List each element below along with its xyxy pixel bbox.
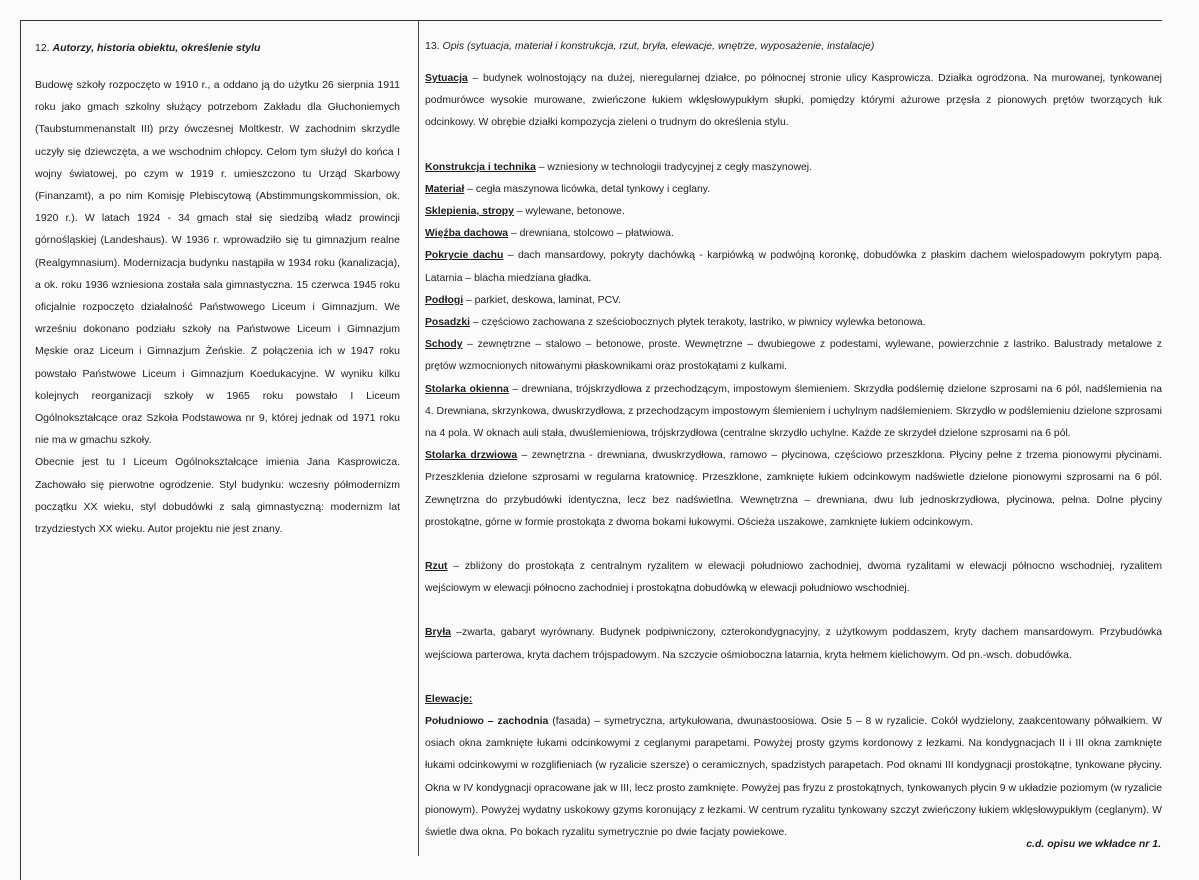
item-label: Więźba dachowa (425, 228, 509, 240)
elewacje-text: (fasada) – symetryczna, artykułowana, dwunastoosiowa. Osie 5 – 8 w ryzalicie. Cokół wydzielony, zaakcentowany półwałkiem. W osiach okna zamknięte łukami odcinkowymi z ceglanymi parapetami. Powyżej prosty gzyms kordonowy z łezkami. Na kondygnacjach II i III okna zamknięte łukami odcinkowymi w rozglifieniach (w ryzalicie szersze) o ceramicznych, spadzistych parapetach. Pod oknami III kondygnacji prostokątne, tynkowane płyciny. Okna w IV kondygnacji opracowane jak w III, lecz prosto zamknięte. Powyżej pas fryzu z prostokątnych, tynkowanych płycin 9 w układzie poziomym (w ryzalicie pionowym). Powyżej wydatny uskokowy gzyms koronujący z łezkami. W centrum ryzalitu tynkowany szczyt zwieńczony łukiem wklęsłowypukłym (ceglanym). W świetle dwa okna. Po bokach ryzalitu symetrycznie po dwie facjaty powiekowe. (425, 716, 1162, 839)
item-text: – zewnętrzna - drewniana, dwuskrzydłowa, ramowo – płycinowa, częściowo przeszklona. Płyciny pełne z trzema pionowymi płycinami. Przeszklenia dzielone szprosami w regularna kratownicę. Przeszklone, zamknięte łukiem odcinkowym nadświetle dzielone pionowymi szprosami na 6 pól. Zewnętrzna do przybudówki identyczna, lecz bez nadświetlna. Wewnętrzna – drewniana, dwu lub jednoskrzydłowa, płycinowa, pełna. Dolne płyciny prostokątne, górne w formie prostokąta z dwoma bokami łukowymi. Ościeża uszakowe, zamknięte łukiem odcinkowym. (425, 450, 1162, 528)
bryla-paragraph (425, 622, 1162, 666)
frame-left-border (20, 20, 21, 880)
item-label: Sklepienia, stropy (425, 206, 514, 218)
rzut-text: – zbliżony do prostokąta z centralnym ryzalitem w elewacji południowo zachodniej, dwoma ryzalitami w elewacji północno wschodniej, ryzalitem wejściowym w elewacji północno zachodniej i prostokątna dobudówką w elewacji południowo wschodniej. (425, 561, 1162, 595)
item-text: – częściowo zachowana z sześciobocznych płytek terakoty, lastriko, w piwnicy wylewka betonowa. (470, 317, 926, 329)
item-text: – wzniesiony w technologii tradycyjnej z cegły maszynowej. (535, 161, 812, 173)
sklepienia-paragraph (425, 201, 1162, 223)
rzut-label: Rzut (425, 561, 448, 573)
description-heading (425, 40, 1162, 52)
item-label: Schody (425, 339, 463, 351)
continuation-note: c.d. opisu we wkładce nr 1. (1026, 838, 1161, 850)
bryla-text: –zwarta, gabaryt wyrównany. Budynek podpiwniczony, czterokondygnacyjny, z użytkowym poddaszem, kryty dachem mansardowym. Przybudówka wejściowa parterowa, kryta dachem trójspadowym. Na szczycie ośmioboczna latarnia, kryta hełmem kielichowym. Od pn.-wsch. dobudówka. (425, 627, 1162, 661)
item-text: – parkiet, deskowa, laminat, PCV. (463, 294, 621, 306)
sytuacja-paragraph (425, 68, 1162, 135)
history-heading (35, 42, 400, 54)
history-paragraph: Budowę szkoły rozpoczęto w 1910 r., a oddano ją do użytku 26 sierpnia 1911 roku jako gmach szkolny służący potrzebom Zakładu dla Głuchoniemych (Taubstummenanstalt III) przy ówczesnej Moltkestr. W zachodnim skrzydle uczyły się dziewczęta, a we wschodnim chłopcy. Celom tym służył do końca I wojny światowej, po czym w 1919 r. umieszczono tu Urząd Skarbowy (Finanzamt), a po nim Komisję Plebiscytową (Abstimmungskommission, ok. 1920 r.). W latach 1924 - 34 gmach stał się siedzibą władz prowincji górnośląskiej (Landeshaus). W 1936 r. wprowadziło się tu gimnazjum realne (Realgymnasium). Modernizacja budynku nastąpiła w 1934 roku (kanalizacja), a ok. roku 1936 wzniesiona została sala gimnastyczna. 15 czerwca 1945 roku oficjalnie rozpoczęto działalność Państwowego Liceum i Gimnazjum. We wrześniu dokonano podziału szkoły na Państwowe Liceum i Gimnazjum Męskie oraz Liceum i Gimnazjum Żeńskie. Z połączenia ich w 1947 roku powstało Państwowe Liceum i Gimnazjum Koedukacyjne. W wyniku kilku kolejnych reorganizacji szkoły w 1965 roku powstało I Liceum Ogólnokształcące oraz Szkoła Podstawowa nr 9, której jednak od 1971 roku nie ma w gmachu szkoły. (35, 79, 400, 447)
item-label: Konstrukcja i technika (425, 161, 536, 173)
history-section (35, 42, 400, 540)
item-text: – zewnętrzne – stalowo – betonowe, proste. Wewnętrzne – dwubiegowe z podestami, wylewane, powierzchnie z lastriko. Balustrady metalowe z prętów wzmocnionych nitowanymi płaskownikami oraz prostokątami z kulkami. (425, 339, 1162, 373)
item-label: Stolarka drzwiowa (425, 450, 518, 462)
elewacje-sub-label: Południowo – zachodnia (425, 716, 549, 728)
item-label: Stolarka okienna (425, 383, 509, 395)
item-label: Pokrycie dachu (425, 250, 504, 262)
bryla-label: Bryła (425, 627, 451, 639)
frame-top-border (20, 20, 1162, 21)
description-heading-title: Opis (sytuacja, materiał i konstrukcja, rzut, bryła, elewacje, wnętrze, wyposażenie, instalacje) (442, 40, 875, 52)
elewacje-label: Elewacje: (425, 693, 473, 705)
item-text: – drewniana, stolcowo – płatwiowa. (508, 228, 674, 240)
konstrukcja-paragraph (425, 157, 1162, 179)
description-section (425, 40, 1162, 844)
stolarka-drzwiowa-paragraph (425, 445, 1162, 534)
item-label: Podłogi (425, 294, 464, 306)
history-heading-number: 12. (35, 42, 50, 54)
schody-paragraph (425, 334, 1162, 378)
column-divider (418, 20, 419, 856)
item-text: – wylewane, betonowe. (513, 206, 625, 218)
history-paragraph: Obecnie jest tu I Liceum Ogólnokształcące imienia Jana Kasprowicza. Zachowało się pierwotne ogrodzenie. Styl budynku: wczesny półmodernizm początku XX wieku, styl dobudówki z salą gimnastyczną: modernizm lat trzydziestych XX wieku. Autor projektu nie jest znany. (35, 456, 400, 536)
posadzki-paragraph (425, 312, 1162, 334)
item-text: – dach mansardowy, pokryty dachówką - karpiówką w podwójną koronkę, dobudówka z płaskim dachem wielospadowym pokrytym papą. Latarnia – blacha miedziana gładka. (425, 250, 1163, 284)
description-heading-number: 13. (425, 40, 440, 52)
podlogi-paragraph (425, 290, 1162, 312)
item-label: Materiał (425, 183, 465, 195)
wiezba-paragraph (425, 223, 1162, 245)
sytuacja-text: – budynek wolnostojący na dużej, nieregularnej działce, po północnej stronie ulicy Kasprowicza. Działka ogrodzona. Na murowanej, tynkowanej podmurówce wysokie murowane, zwieńczone łukiem wklęsłowypukłym słupki, pomiędzy którymi ażurowe przęsła z pionowych prętów tworzących łuk odcinkowy. W obrębie działki kompozycja zieleni o trudnym do określenia stylu. (425, 73, 1162, 129)
item-text: – cegła maszynowa licówka, detal tynkowy i ceglany. (464, 183, 711, 195)
item-label: Posadzki (425, 317, 471, 329)
elewacje-paragraph (425, 711, 1162, 844)
pokrycie-paragraph (425, 245, 1162, 289)
elewacje-heading-paragraph (425, 689, 1162, 711)
rzut-paragraph (425, 556, 1162, 600)
history-heading-title: Autorzy, historia obiektu, określenie stylu (52, 42, 261, 54)
stolarka-okienna-paragraph (425, 379, 1162, 446)
history-body (35, 74, 400, 540)
material-paragraph (425, 179, 1162, 201)
sytuacja-label: Sytuacja (425, 73, 468, 84)
description-body (425, 68, 1162, 844)
item-text: – drewniana, trójskrzydłowa z przechodzącym, impostowym ślemieniem. Skrzydła podślemię dzielone szprosami na 6 pól, nadślemienia na 4. Drewniana, skrzynkowa, dwuskrzydłowa, z przechodzącym impostowym ślemieniem i uchylnym nadślemieniem. Skrzydło w podślemieniu dzielone szprosami na 4 pola. W oknach auli stała, dwuślemieniowa, trójskrzydłowa (centralne skrzydło uchylne. Każde ze skrzydeł dzielone szprosami na 6 pól. (425, 383, 1162, 440)
